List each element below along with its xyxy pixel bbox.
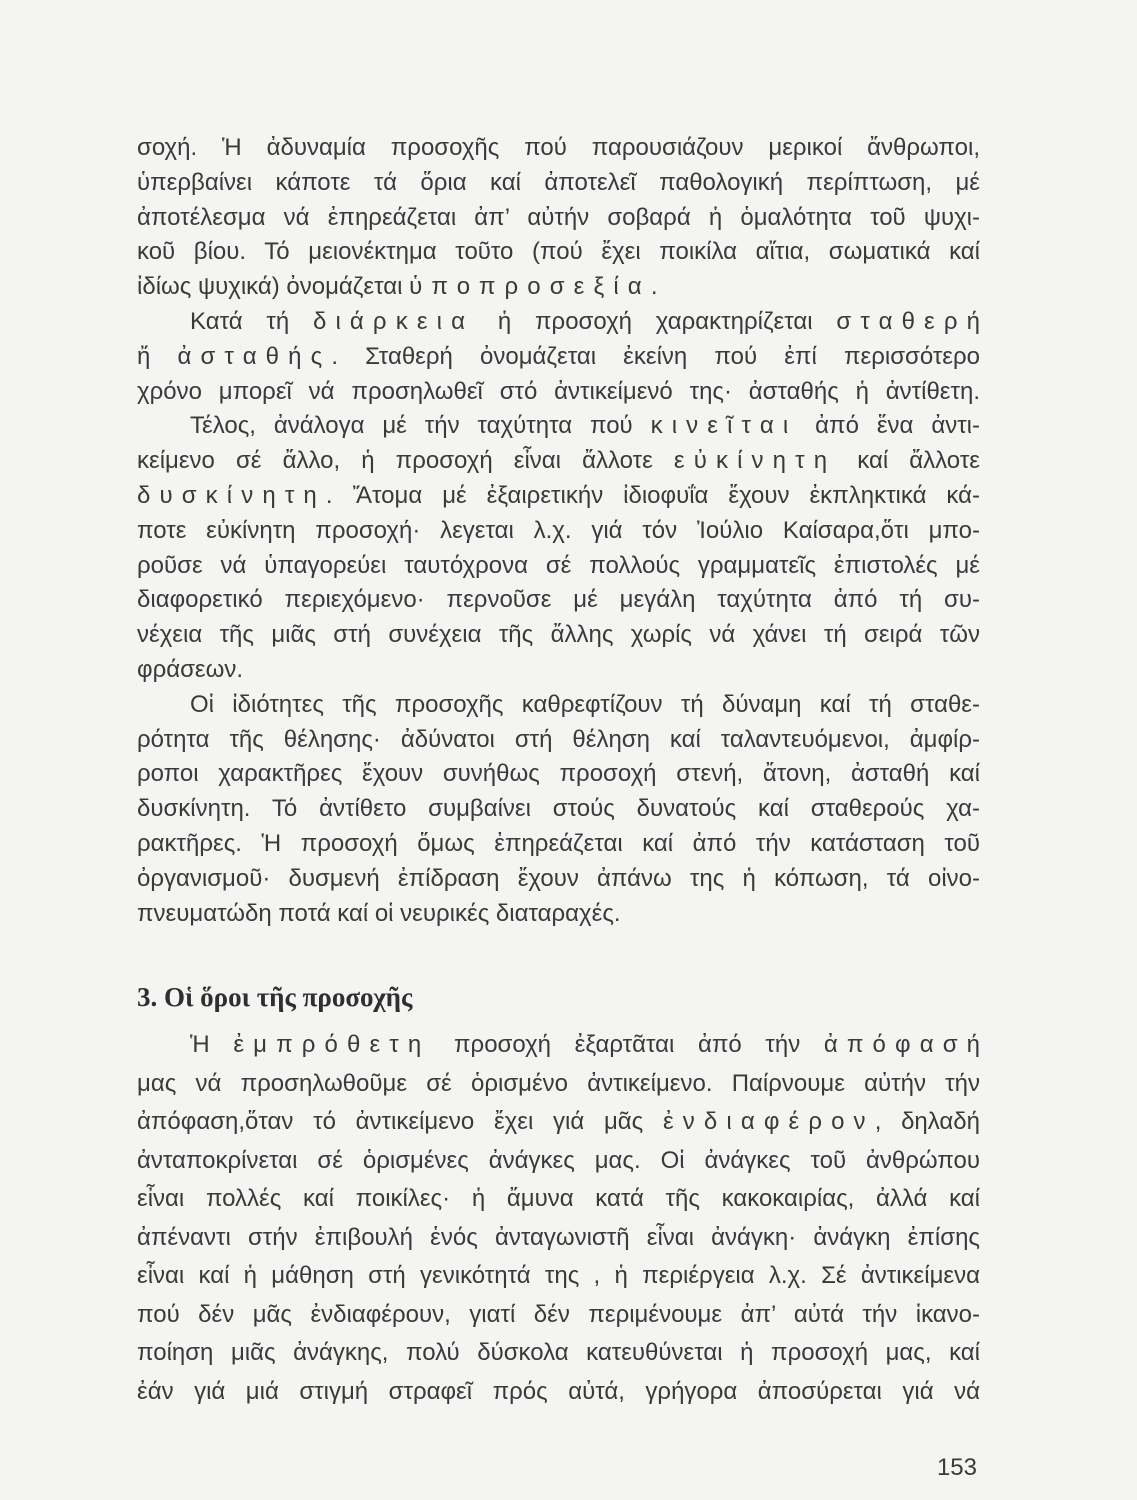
text-line: [137, 479, 980, 514]
paragraph-1: [137, 131, 980, 305]
text-line: [137, 1180, 980, 1219]
text-segment: Τέλος, ἀνάλογα μέ τήν ταχύτητα πού: [190, 412, 651, 440]
line-text: φράσεων.: [137, 655, 244, 683]
line-text: σοχή. Ἡ ἀδυναμία προσοχῆς πού παρουσιάζουν μερικοί ἄνθρωποι,: [137, 134, 980, 161]
line-text: ρότητα τῆς θέλησης· ἀδύνατοι στή θέληση καί ταλαντευόμενοι, ἀμφίρ-: [137, 725, 980, 753]
line-text: νέχεια τῆς μιᾶς στή συνέχεια τῆς ἄλλης χωρίς νά χάνει τή σειρά τῶν: [137, 621, 980, 649]
line-text: [190, 305, 990, 340]
text-segment: καί ἄλλοτε: [836, 447, 980, 475]
line-text: [137, 340, 980, 375]
text-line: [137, 723, 980, 758]
line-text: ὑπερβαίνει κάποτε τά ὅρια καί ἀποτελεῖ παθολογική περίπτωση, μέ: [137, 168, 980, 196]
text-line: [137, 897, 980, 932]
line-text: μας νά προσηλωθοῦμε σέ ὁρισμένο ἀντικείμενο. Παίρνουμε αὐτήν τήν: [137, 1069, 980, 1097]
text-line: [137, 757, 980, 792]
text-segment: . Ἄτομα μέ ἐξαιρετικήν ἰδιοφυΐα ἔχουν ἐκπληκτικά κά-: [325, 481, 980, 509]
text-line: [190, 409, 980, 444]
text-line: [137, 340, 980, 375]
line-text: ροποι χαρακτῆρες ἔχουν συνήθως προσοχή στενή, ἄτονη, ἀσταθή καί: [137, 760, 980, 788]
text-line: [137, 270, 980, 305]
spaced-term: ὑποπροσεξία: [409, 273, 651, 301]
line-text: ἀπέναντι στήν ἐπιβουλή ἑνός ἀνταγωνιστῆ εἶναι ἀνάγκη· ἀνάγκη ἐπίσης: [137, 1223, 980, 1251]
line-text: [190, 409, 980, 444]
line-text: ὀργανισμοῦ· δυσμενή ἐπίδραση ἔχουν ἀπάνω της ἡ κόπωση, τά οἰνο-: [137, 864, 980, 892]
text-block-bottom: [137, 1026, 990, 1411]
text-line: [137, 1373, 980, 1412]
text-line: [137, 792, 980, 827]
spaced-term: διάρκεια: [313, 307, 475, 335]
line-text: [190, 1026, 990, 1065]
text-line: [137, 583, 980, 618]
text-segment: Ἡ: [190, 1031, 234, 1058]
line-text: πνευματώδη ποτά καί οἱ νευρικές διαταραχές.: [137, 899, 621, 927]
text-line: [137, 201, 980, 236]
text-segment: .: [650, 273, 658, 301]
line-text: ποίηση μιᾶς ἀνάγκης, πολύ δύσκολα κατευθύνεται ἡ προσοχή μας, καί: [137, 1339, 980, 1366]
paragraph-5: [137, 1026, 990, 1411]
line-text: εἶναι καί ἡ μάθηση στή γενικότητά της , ἡ περιέργεια λ.χ. Σέ ἀντικείμενα: [137, 1262, 980, 1289]
text-segment: κείμενο σέ ἄλλο, ἡ προσοχή εἶναι ἄλλοτε: [137, 447, 674, 475]
spaced-term: σταθερή: [836, 307, 990, 335]
text-line: [137, 1257, 980, 1296]
line-text: ποτε εὐκίνητη προσοχή· λεγεται λ.χ. γιά τόν Ἰούλιο Καίσαρα,ὅτι μπο-: [137, 516, 980, 544]
line-text: ρακτῆρες. Ἡ προσοχή ὅμως ἐπηρεάζεται καί ἀπό τήν κατάσταση τοῦ: [137, 829, 980, 857]
text-line: [137, 862, 980, 897]
text-line: [137, 1296, 980, 1335]
text-line: [137, 444, 980, 479]
text-line: [137, 235, 980, 270]
text-line: [137, 1065, 980, 1104]
line-text: δυσκίνητη. Τό ἀντίθετο συμβαίνει στούς δυνατούς καί σταθερούς χα-: [137, 795, 980, 823]
line-text: πού δέν μᾶς ἐνδιαφέρουν, γιατί δέν περιμένουμε ἀπ’ αὐτά τήν ἱκανο-: [137, 1300, 980, 1328]
text-line: [137, 1219, 980, 1258]
line-text: ἐάν γιά μιά στιγμή στραφεῖ πρός αὐτά, γρήγορα ἀποσύρεται γιά νά: [137, 1377, 980, 1405]
line-text: ἀποτέλεσμα νά ἐπηρεάζεται ἀπ’ αὐτήν σοβαρά ἡ ὁμαλότητα τοῦ ψυχι-: [137, 203, 980, 231]
line-text: [137, 444, 980, 479]
line-text: διαφορετικό περιεχόμενο· περνοῦσε μέ μεγάλη ταχύτητα ἀπό τή συ-: [137, 586, 980, 614]
page-number: 153: [936, 1454, 977, 1481]
text-segment: ἤ: [137, 342, 178, 370]
text-line: [137, 514, 980, 549]
paragraph-4: [137, 688, 980, 932]
text-line: [137, 549, 980, 584]
text-segment: προσοχή ἐξαρτᾶται ἀπό τήν: [430, 1031, 824, 1058]
spaced-term: ἐμπρόθετη: [233, 1031, 431, 1058]
text-block-top: [137, 131, 990, 931]
text-line: [137, 1142, 980, 1181]
text-line: [137, 618, 980, 653]
text-line: [190, 1026, 990, 1065]
line-text: κοῦ βίου. Τό μειονέκτημα τοῦτο (πού ἔχει ποικίλα αἴτια, σωματικά καί: [137, 238, 980, 266]
spaced-term: δυσκίνητη: [137, 481, 326, 509]
text-segment: Κατά τή: [190, 307, 313, 335]
text-line: [137, 1334, 980, 1373]
text-line: [137, 375, 980, 410]
line-text: ροῦσε νά ὑπαγορεύει ταυτόχρονα σέ πολλούς γραμματεῖς ἐπιστολές μέ: [137, 551, 980, 579]
text-segment: ἡ προσοχή χαρακτηρίζεται: [474, 307, 837, 335]
spaced-term: ἀπόφασή: [823, 1031, 990, 1058]
section-heading: 3. Οἱ ὅροι τῆς προσοχῆς: [137, 982, 413, 1012]
text-line: [137, 827, 980, 862]
text-line: [190, 305, 990, 340]
text-segment: ἀπό ἕνα ἀντι-: [797, 412, 981, 440]
line-text: χρόνο μπορεῖ νά προσηλωθεῖ στό ἀντικείμενό της· ἀσταθής ἡ ἀντίθετη.: [137, 377, 980, 405]
spaced-term: κινεῖται: [650, 412, 798, 440]
paragraph-3: [137, 409, 980, 687]
spaced-term: ἐνδιαφέρον: [662, 1108, 875, 1135]
line-text: ἀνταποκρίνεται σέ ὁρισμένες ἀνάγκες μας. Οἱ ἀνάγκες τοῦ ἀνθρώπου: [137, 1146, 980, 1174]
line-text: [137, 270, 657, 305]
line-text: [137, 1103, 980, 1142]
text-line: [190, 688, 980, 723]
text-segment: , δηλαδή: [874, 1108, 980, 1135]
text-segment: . Σταθερή ὀνομάζεται ἐκείνη πού ἐπί περισσότερο: [331, 342, 981, 370]
text-line: [137, 166, 980, 201]
text-segment: ἰδίως ψυχικά) ὀνομάζεται: [137, 273, 410, 301]
paragraph-2: [137, 305, 990, 409]
spaced-term: εὐκίνητη: [673, 447, 837, 475]
text-segment: ἀπόφαση,ὅταν τό ἀντικείμενο ἔχει γιά μᾶς: [137, 1108, 663, 1135]
text-line: [137, 131, 980, 166]
text-line: [137, 1103, 980, 1142]
line-text: Οἱ ἰδιότητες τῆς προσοχῆς καθρεφτίζουν τή δύναμη καί τή σταθε-: [190, 690, 980, 718]
text-line: [137, 653, 980, 688]
line-text: [137, 479, 980, 514]
spaced-term: ἀσταθής: [177, 342, 332, 370]
line-text: εἶναι πολλές καί ποικίλες· ἡ ἄμυνα κατά τῆς κακοκαιρίας, ἀλλά καί: [137, 1185, 980, 1212]
